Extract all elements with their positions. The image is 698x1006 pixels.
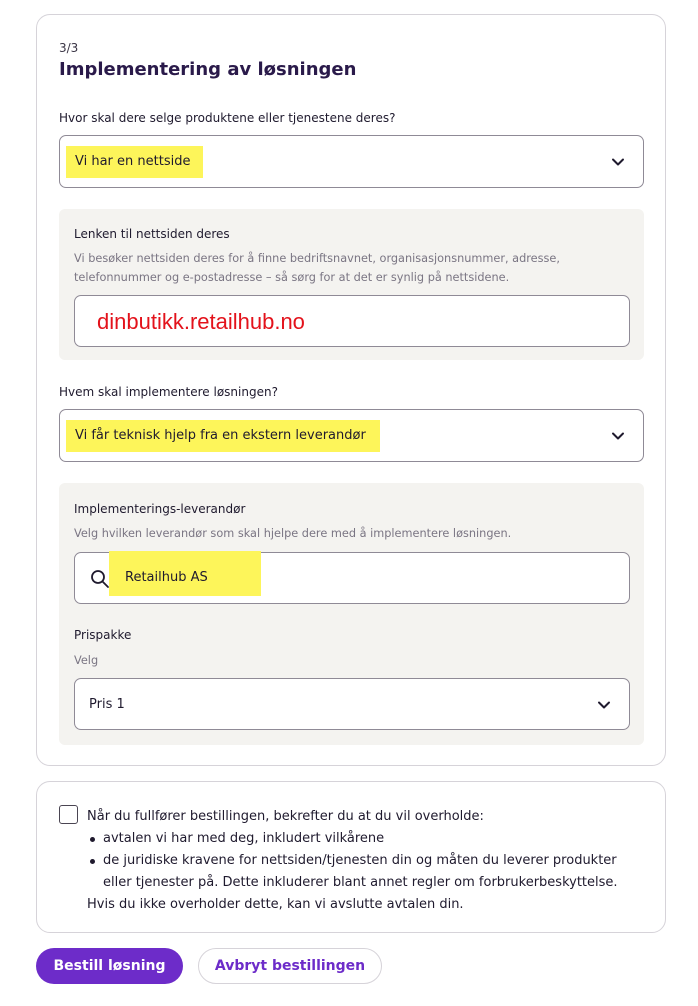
terms-outro: Hvis du ikke overholder dette, kan vi avslutte avtalen din. xyxy=(87,897,464,912)
chevron-down-icon xyxy=(611,429,625,443)
search-icon xyxy=(90,569,110,589)
provider-help: Velg hvilken leverandør som skal hjelpe dere med å implementere løsningen. xyxy=(74,527,512,540)
implementer-select[interactable] xyxy=(59,409,644,462)
website-input[interactable] xyxy=(74,295,630,347)
terms-card xyxy=(36,781,666,933)
step-counter: 3/3 xyxy=(59,41,79,55)
page-title: Implementering av løsningen xyxy=(59,59,357,80)
terms-list xyxy=(87,828,627,894)
implementation-card xyxy=(36,14,666,766)
provider-value: Retailhub AS xyxy=(125,570,208,585)
sales-channel-label: Hvor skal dere selge produktene eller tjenestene deres? xyxy=(59,111,396,125)
submit-order-button[interactable]: Bestill løsning xyxy=(36,948,183,984)
implementer-label: Hvem skal implementere løsningen? xyxy=(59,385,278,399)
terms-item: de juridiske kravene for nettsiden/tjenesten din og måten du leverer produkter eller tjenester på. Dette inkluderer blant annet regler om forbrukerbeskyttelse. xyxy=(87,850,627,894)
price-package-hint: Velg xyxy=(74,654,99,667)
cancel-order-button[interactable]: Avbryt bestillingen xyxy=(198,948,382,984)
provider-label: Implementerings-leverandør xyxy=(74,502,246,516)
website-label: Lenken til nettsiden deres xyxy=(74,227,230,241)
website-panel xyxy=(59,209,644,360)
terms-item: avtalen vi har med deg, inkludert vilkårene xyxy=(87,828,627,850)
implementer-value: Vi får teknisk hjelp fra en ekstern leverandør xyxy=(75,428,366,443)
sales-channel-select[interactable] xyxy=(59,135,644,188)
provider-search-input[interactable] xyxy=(74,552,630,604)
price-package-value: Pris 1 xyxy=(89,697,125,712)
terms-checkbox[interactable] xyxy=(59,805,78,824)
website-help: Vi besøker nettsiden deres for å finne bedriftsnavnet, organisasjonsnummer, adresse, telefonnummer og e-postadresse – så sørg for at det er synlig på nettsidene. xyxy=(74,252,560,284)
terms-text xyxy=(87,806,627,916)
website-value: dinbutikk.retailhub.no xyxy=(97,309,305,334)
chevron-down-icon xyxy=(611,155,625,169)
provider-panel xyxy=(59,483,644,745)
price-package-label: Prispakke xyxy=(74,628,132,642)
sales-channel-value: Vi har en nettside xyxy=(75,154,191,169)
price-package-select[interactable] xyxy=(74,678,630,730)
terms-intro: Når du fullfører bestillingen, bekrefter du at du vil overholde: xyxy=(87,809,484,824)
chevron-down-icon xyxy=(597,698,611,712)
